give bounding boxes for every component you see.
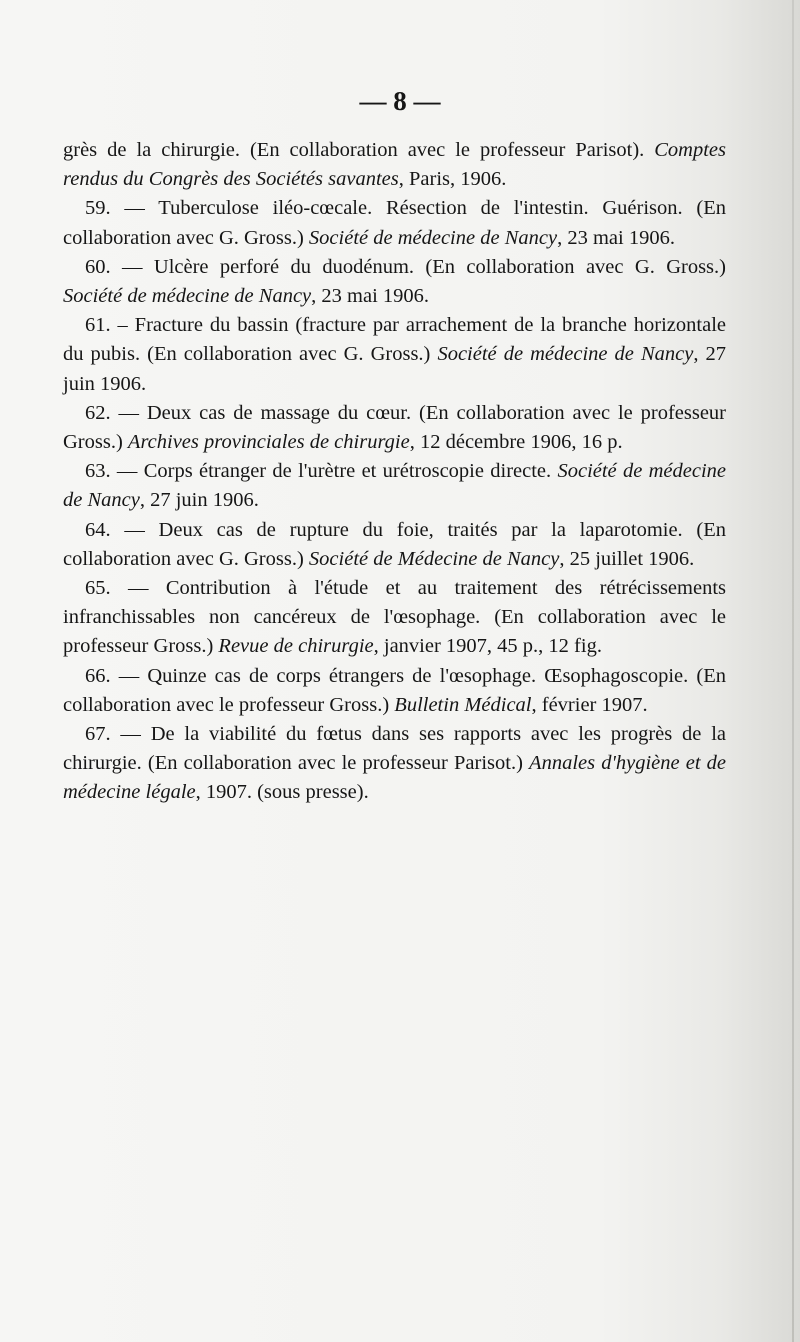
entry-date: , 12 décembre 1906, 16 p.: [409, 431, 623, 454]
entry-date: , 23 mai 1906.: [311, 285, 430, 308]
entry-source: Société de médecine de Nancy: [63, 285, 312, 308]
entry-text: 65. — Contribution à l'étude et au traitement des rétrécissements infranchissables non cancéreux de l'œsophage. (En collaboration avec le professeur Gross.): [63, 577, 726, 658]
entry-text: 64. — Deux cas de rupture du foie, traités par la laparotomie. (En collaboration avec G. Gross.): [63, 518, 726, 570]
entry-date: , Paris, 1906.: [398, 168, 507, 191]
bibliography-entry: [63, 136, 726, 194]
page-edge-shadow: [792, 0, 794, 1342]
entry-date: , février 1907.: [531, 693, 648, 716]
entry-source: Société de médecine de Nancy: [437, 343, 694, 366]
entry-text: 66. — Quinze cas de corps étrangers de l'œsophage. Œsophagoscopie. (En collaboration avec le professeur Gross.): [63, 664, 726, 716]
page-number: — 8 —: [359, 86, 441, 116]
entry-date: , 27 juin 1906.: [139, 489, 259, 512]
entry-date: , 27 juin 1906.: [63, 343, 727, 395]
bibliography-entry: [63, 662, 726, 720]
entry-text: 63. — Corps étranger de l'urètre et urétroscopie directe.: [85, 460, 552, 483]
entry-source: Société de médecine de Nancy: [308, 226, 558, 249]
entry-date: , 25 juillet 1906.: [559, 547, 695, 570]
entry-text: 60. — Ulcère perforé du duodénum. (En collaboration avec G. Gross.): [85, 255, 726, 278]
entry-source: Annales d'hygiène et de médecine légale: [63, 752, 727, 804]
entry-text: 62. — Deux cas de massage du cœur. (En collaboration avec le professeur Gross.): [63, 401, 726, 454]
bibliography-entry: [63, 399, 726, 457]
bibliography-entry: [63, 720, 726, 808]
entry-text: 59. — Tuberculose iléo-cœcale. Résection de l'intestin. Guérison. (En collaboration avec G. Gross.): [63, 197, 726, 249]
bibliography-list: [63, 136, 726, 808]
bibliography-entry: [63, 194, 726, 252]
entry-date: , 23 mai 1906.: [557, 226, 675, 249]
entry-date: , 1907. (sous presse).: [195, 781, 369, 804]
entry-source: Société de médecine de Nancy: [63, 460, 726, 512]
entry-source: Société de Médecine de Nancy: [308, 547, 560, 570]
entry-text: 61. – Fracture du bassin (fracture par arrachement de la branche horizontale du pubis. (En collaboration avec G. Gross.): [63, 314, 726, 366]
bibliography-entry: [63, 516, 726, 574]
entry-source: Archives provinciales de chirurgie: [127, 431, 410, 454]
bibliography-entry: [63, 253, 726, 311]
entry-source: Bulletin Médical: [394, 693, 532, 716]
bibliography-entry: [63, 457, 726, 515]
entry-text: 67. — De la viabilité du fœtus dans ses rapports avec les progrès de la chirurgie. (En collaboration avec le professeur Parisot.): [63, 723, 726, 775]
entry-date: , janvier 1907, 45 p., 12 fig.: [373, 635, 602, 658]
bibliography-entry: [63, 311, 726, 399]
entry-text: grès de la chirurgie. (En collaboration avec le professeur Parisot).: [63, 139, 645, 161]
bibliography-entry: [63, 574, 726, 662]
entry-source: Comptes rendus du Congrès des Sociétés savantes: [63, 139, 726, 191]
entry-source: Revue de chirurgie: [218, 635, 374, 658]
